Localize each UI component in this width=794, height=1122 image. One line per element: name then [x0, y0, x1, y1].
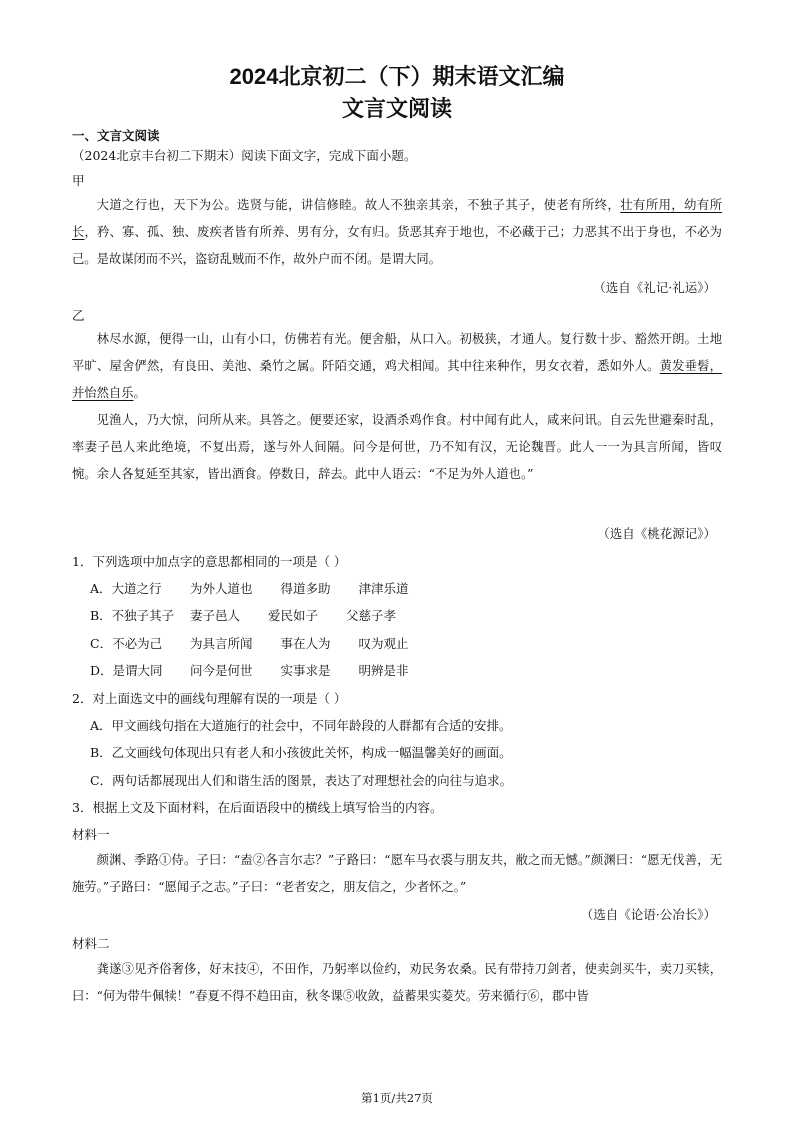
option-cell: A．大道之行: [90, 581, 162, 596]
option-cell: 为外人道也: [190, 581, 253, 596]
passage-yi-para1-part2: 。: [133, 386, 146, 400]
option-cell: 父慈子孝: [346, 608, 397, 623]
option-cell: 得道多助: [280, 581, 331, 596]
option-cell: 事在人为: [280, 636, 331, 651]
passage-yi-para1: [72, 326, 722, 407]
option-cell: 为具言所闻: [190, 636, 253, 651]
option-cell: 明辨是非: [358, 663, 409, 678]
passage-jia-label: 甲: [72, 173, 85, 188]
option-cell: B．不独子其子: [90, 608, 175, 623]
passage-yi-para1-part1: 林尽水源，便得一山，山有小口，仿佛若有光。便舍船，从口入。初极狭，才通人。复行数十步、豁然开朗。土地平旷、屋舍俨然，有良田、美池、桑竹之属。阡陌交通，鸡犬相闻。其中往来种作，男女衣着，悉如外人。: [72, 332, 722, 373]
option-cell: C．不必为己: [90, 636, 163, 651]
option-cell: 叹为观止: [358, 636, 409, 651]
passage-yi-para2: 见渔人，乃大惊，问所从来。具答之。便要还家，设酒杀鸡作食。村中闻有此人，咸来问讯。自云先世避秦时乱，率妻子邑人来此绝境，不复出焉，遂与外人间隔。问今是何世，乃不知有汉，无论魏晋。此人一一为具言所闻，皆叹惋。余人各复延至其家，皆出酒食。停数日，辞去。此中人语云：“不足为外人道也。”: [72, 413, 722, 481]
question-1-option-c: [90, 634, 437, 652]
document-title: 2024北京初二（下）期末语文汇编: [229, 64, 565, 89]
material-1-label: 材料一: [72, 827, 110, 842]
option-cell: 津津乐道: [358, 581, 409, 596]
passage-yi-source: （选自《桃花源记》）: [597, 526, 716, 541]
question-1-option-a: [90, 579, 437, 597]
option-cell: 实事求是: [280, 663, 331, 678]
section-intro: （2024北京丰台初二下期末）阅读下面文字，完成下面小题。: [72, 148, 417, 163]
option-cell: D．是谓大同: [90, 663, 163, 678]
question-1-option-b: [90, 606, 424, 624]
passage-yi-underlined: 黄发垂髫，并怡然自乐: [72, 359, 722, 400]
section-heading: 一、文言文阅读: [72, 128, 160, 143]
question-2-option-b: B．乙文画线句体现出只有老人和小孩彼此关怀，构成一幅温馨美好的画面。: [90, 745, 512, 760]
question-1-stem: 1．下列选项中加点字的意思都相同的一项是（ ）: [72, 554, 347, 569]
passage-yi-text: [72, 326, 722, 488]
material-1-source: （选自《论语·公冶长》）: [580, 907, 716, 922]
material-1-text: 颜渊、季路①侍。子曰：“盍②各言尔志？”子路曰：“愿车马衣裘与朋友共，敝之而无憾。”颜渊曰：“愿无伐善，无施劳。”子路曰：“愿闻子之志。”子曰：“老者安之，朋友信之，少者怀之。”: [72, 853, 722, 894]
question-1-option-d: [90, 661, 437, 679]
question-3-stem: 3．根据上文及下面材料，在后面语段中的横线上填写恰当的内容。: [72, 800, 443, 815]
material-2-label: 材料二: [72, 936, 110, 951]
question-2-stem: 2．对上面选文中的画线句理解有误的一项是（ ）: [72, 691, 347, 706]
option-cell: 妻子邑人: [190, 608, 241, 623]
option-cell: 爱民如子: [268, 608, 319, 623]
question-2-option-a: A．甲文画线句指在大道施行的社会中，不同年龄段的人群都有合适的安排。: [90, 718, 512, 733]
passage-jia-underlined: 壮有所用，幼有所长: [72, 198, 722, 239]
passage-jia-source: （选自《礼记·礼运》）: [593, 280, 716, 295]
passage-jia-text: [72, 192, 722, 273]
material-2-text: 龚遂③见齐俗奢侈，好末技④，不田作，乃躬率以俭约，劝民务农桑。民有带持刀剑者，使卖剑买牛，卖刀买犊，曰：“何为带牛佩犊！”春夏不得不趋田亩，秋冬课⑤收敛，益蓄果实菱芡。劳来循行⑥，郡中皆: [72, 962, 722, 1003]
passage-jia-text-part2: ，矜、寡、孤、独、废疾者皆有所养、男有分，女有归。货恶其弃于地也，不必藏于己；力恶其不出于身也，不必为己。是故谋闭而不兴，盗窃乱贼而不作，故外户而不闭。是谓大同。: [72, 225, 722, 266]
page-number: 第1页/共27页: [361, 1091, 433, 1105]
document-subtitle: 文言文阅读: [341, 96, 452, 121]
passage-yi-label: 乙: [72, 308, 85, 323]
option-cell: 问今是何世: [190, 663, 253, 678]
question-2-option-c: C．两句话都展现出人们和谐生活的图景，表达了对理想社会的向往与追求。: [90, 773, 513, 788]
passage-jia-text-part1: 大道之行也，天下为公。选贤与能，讲信修睦。故人不独亲其亲，不独子其子，使老有所终，: [96, 198, 621, 212]
